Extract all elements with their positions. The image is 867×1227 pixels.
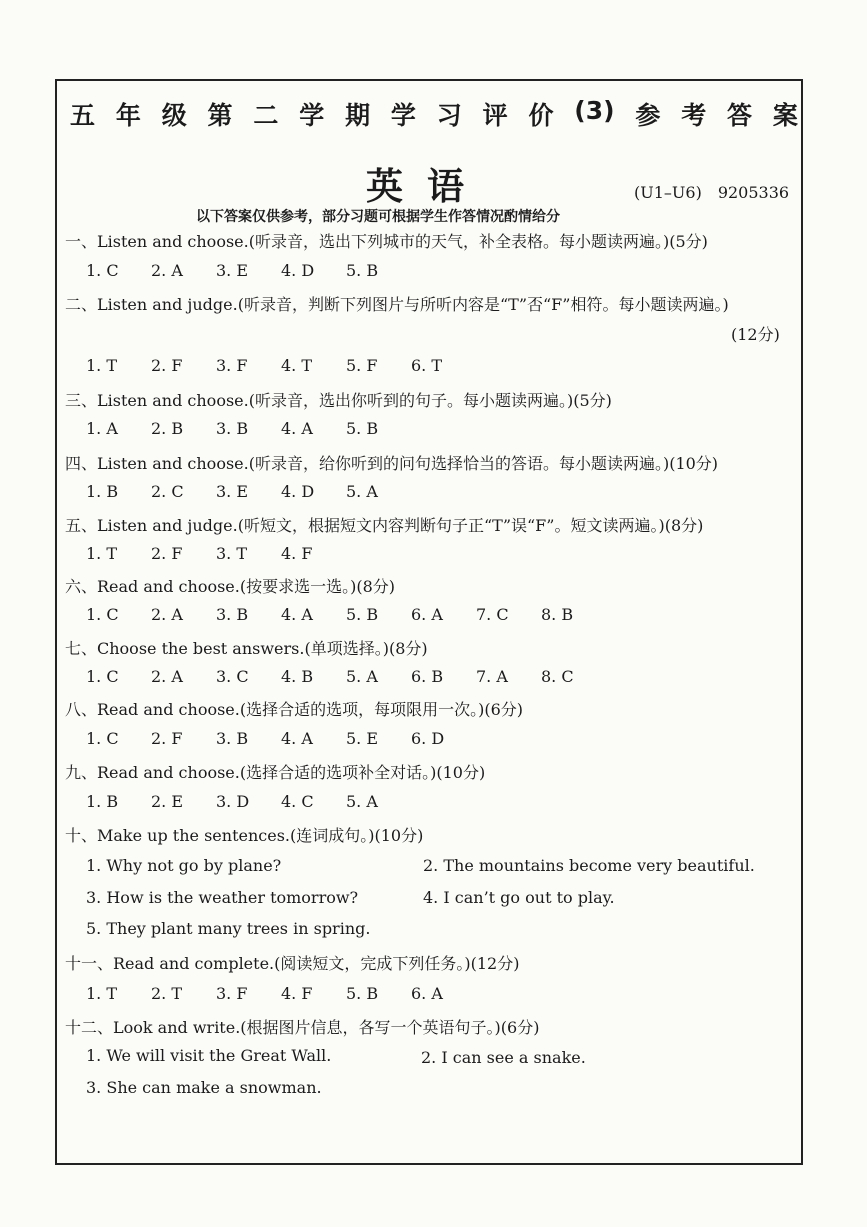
section-5-title: 五、Listen and judge.(听短文，根据短文内容判断句子正“T”误“F”。短文读两遍。)(8分) <box>65 516 704 535</box>
answer-item: 4. F <box>281 544 313 563</box>
section-2-score: (12分) <box>731 325 780 344</box>
answer-item: 1. T <box>86 544 118 563</box>
answer-item: 5. B <box>346 984 379 1003</box>
answer-item: 2. T <box>151 984 183 1003</box>
section-9-title: 九、Read and choose.(选择合适的选项补全对话。)(10分) <box>65 763 486 782</box>
answer-item: 6. A <box>411 605 443 624</box>
answer-item: 3. B <box>216 729 249 748</box>
answer-item: 5. A <box>346 792 378 811</box>
title-char: 习 <box>436 101 462 130</box>
answer-item: 4. D <box>281 482 315 501</box>
answer-item: 3. F <box>216 984 248 1003</box>
answer-item: 5. A <box>346 667 378 686</box>
answer-item: 4. B <box>281 667 314 686</box>
answer-item: 2. F <box>151 356 183 375</box>
answer-item: 3. E <box>216 482 249 501</box>
answer-item: 7. A <box>476 667 508 686</box>
answer-item: 6. B <box>411 667 444 686</box>
section-10-sentence-3: 3. How is the weather tomorrow? <box>86 888 359 907</box>
answer-item: 6. A <box>411 984 443 1003</box>
section-4-title: 四、Listen and choose.(听录音，给你听到的问句选择恰当的答语。每小题读两遍。)(10分) <box>65 454 719 473</box>
section-1-title: 一、Listen and choose.(听录音，选出下列城市的天气，补全表格。每小题读两遍。)(5分) <box>65 232 708 251</box>
section-3-title: 三、Listen and choose.(听录音，选出你听到的句子。每小题读两遍。)(5分) <box>65 391 612 410</box>
section-7-title: 七、Choose the best answers.(单项选择。)(8分) <box>65 639 428 658</box>
answer-item: 2. E <box>151 792 184 811</box>
title-char: 考 <box>681 101 707 130</box>
answer-item: 4. A <box>281 605 313 624</box>
answer-item: 8. B <box>541 605 574 624</box>
title-char: 参 <box>635 101 661 130</box>
section-12-sentence-3: 3. She can make a snowman. <box>86 1078 322 1097</box>
grading-note: 以下答案仅供参考，部分习题可根据学生作答情况酌情给分 <box>196 209 560 225</box>
page-title <box>70 96 798 132</box>
section-10-sentence-5: 5. They plant many trees in spring. <box>86 919 371 938</box>
answer-item: 3. E <box>216 261 249 280</box>
answer-item: 5. B <box>346 605 379 624</box>
answer-item: 4. F <box>281 984 313 1003</box>
section-12-sentence-1: 1. We will visit the Great Wall. <box>86 1046 332 1065</box>
answer-item: 7. C <box>476 605 509 624</box>
answer-item: 2. F <box>151 544 183 563</box>
answer-item: 4. A <box>281 729 313 748</box>
answer-item: 1. C <box>86 729 119 748</box>
answer-item: 2. A <box>151 605 183 624</box>
answer-item: 3. T <box>216 544 248 563</box>
section-11-answers <box>86 984 476 1003</box>
section-11-title: 十一、Read and complete.(阅读短文，完成下列任务。)(12分) <box>65 954 520 973</box>
section-12-title: 十二、Look and write.(根据图片信息，各写一个英语句子。)(6分) <box>65 1018 540 1037</box>
answer-item: 5. B <box>346 261 379 280</box>
section-8-answers <box>86 729 476 748</box>
subject-title: 英语 <box>366 165 488 208</box>
title-char: 评 <box>482 101 508 130</box>
section-10-sentence-4: 4. I can’t go out to play. <box>423 888 615 907</box>
answer-item: 8. C <box>541 667 574 686</box>
section-2-title: 二、Listen and judge.(听录音，判断下列图片与所听内容是“T”否“F”相符。每小题读两遍。) <box>65 295 729 314</box>
answer-item: 2. F <box>151 729 183 748</box>
title-char: (3) <box>574 96 615 125</box>
title-char: 第 <box>207 101 233 130</box>
title-char: 案 <box>772 101 798 130</box>
answer-item: 2. C <box>151 482 184 501</box>
answer-item: 4. T <box>281 356 313 375</box>
answer-item: 1. A <box>86 419 118 438</box>
unit-code: (U1–U6) 9205336 <box>634 183 790 202</box>
section-6-title: 六、Read and choose.(按要求选一选。)(8分) <box>65 577 396 596</box>
section-10-sentence-2: 2. The mountains become very beautiful. <box>423 856 755 875</box>
section-4-answers <box>86 482 411 501</box>
section-10-sentence-1: 1. Why not go by plane? <box>86 856 282 875</box>
answer-item: 2. B <box>151 419 184 438</box>
answer-item: 1. T <box>86 984 118 1003</box>
answer-item: 6. D <box>411 729 445 748</box>
answer-item: 1. B <box>86 792 119 811</box>
title-char: 价 <box>528 101 554 130</box>
section-6-answers <box>86 605 606 624</box>
section-12-sentence-2: 2. I can see a snake. <box>421 1048 586 1067</box>
answer-item: 6. T <box>411 356 443 375</box>
section-9-answers <box>86 792 411 811</box>
answer-item: 3. D <box>216 792 250 811</box>
title-char: 学 <box>299 101 325 130</box>
section-2-answers <box>86 356 476 375</box>
answer-item: 3. B <box>216 605 249 624</box>
answer-item: 3. B <box>216 419 249 438</box>
section-5-answers <box>86 544 346 563</box>
answer-item: 4. A <box>281 419 313 438</box>
answer-item: 2. A <box>151 261 183 280</box>
answer-item: 4. C <box>281 792 314 811</box>
answer-item: 5. E <box>346 729 379 748</box>
title-char: 级 <box>161 101 187 130</box>
answer-item: 2. A <box>151 667 183 686</box>
answer-item: 3. F <box>216 356 248 375</box>
title-char: 五 <box>70 101 96 130</box>
answer-item: 5. A <box>346 482 378 501</box>
title-char: 答 <box>727 101 753 130</box>
section-3-answers <box>86 419 411 438</box>
answer-item: 3. C <box>216 667 249 686</box>
title-char: 学 <box>390 101 416 130</box>
section-8-title: 八、Read and choose.(选择合适的选项，每项限用一次。)(6分) <box>65 700 524 719</box>
section-7-answers <box>86 667 606 686</box>
title-char: 二 <box>253 101 279 130</box>
title-char: 期 <box>345 101 371 130</box>
answer-item: 4. D <box>281 261 315 280</box>
answer-item: 1. C <box>86 605 119 624</box>
section-10-title: 十、Make up the sentences.(连词成句。)(10分) <box>65 826 424 845</box>
answer-item: 5. B <box>346 419 379 438</box>
answer-item: 5. F <box>346 356 378 375</box>
answer-item: 1. B <box>86 482 119 501</box>
answer-item: 1. C <box>86 667 119 686</box>
title-char: 年 <box>115 101 141 130</box>
section-1-answers <box>86 261 411 280</box>
answer-item: 1. C <box>86 261 119 280</box>
answer-item: 1. T <box>86 356 118 375</box>
